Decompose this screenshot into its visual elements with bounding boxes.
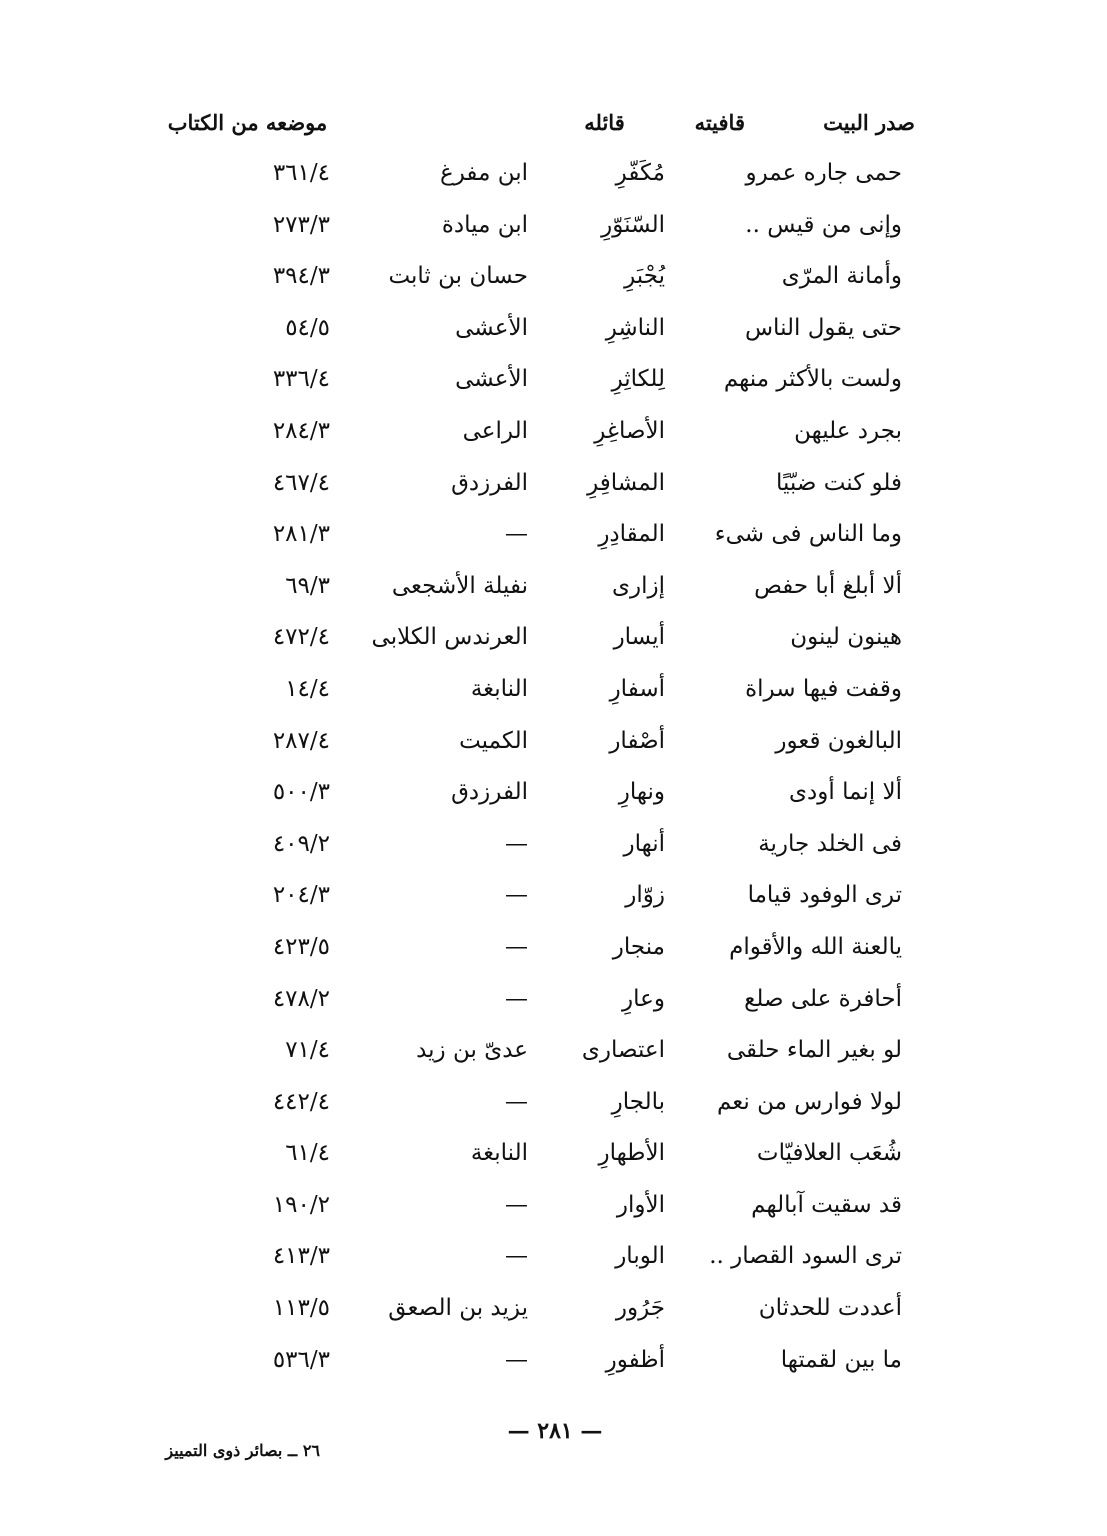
verse-start-cell: أعددت للحدثان	[758, 1295, 902, 1322]
rhyme-cell: الوبار	[615, 1243, 665, 1270]
location-cell: ٤٧٢/٤	[272, 624, 330, 651]
poet-cell: الأعشى	[455, 314, 528, 341]
table-header	[150, 110, 920, 144]
table-row	[150, 1287, 920, 1339]
location-cell: ٢٠٤/٣	[272, 882, 330, 909]
poet-cell: —	[505, 933, 528, 960]
location-cell: ١١٣/٥	[272, 1295, 330, 1322]
verse-start-cell: بجرد عليهن	[794, 417, 902, 444]
location-cell: ٣٩٤/٣	[272, 263, 330, 290]
verse-table-body	[150, 152, 920, 1390]
rhyme-cell: أظفورِ	[605, 1346, 665, 1373]
location-cell: ٧١/٤	[285, 1037, 330, 1064]
rhyme-cell: لِلكاثِرِ	[611, 366, 665, 393]
header-rhyme: قافيته	[694, 110, 745, 135]
location-cell: ٣٦١/٤	[272, 160, 330, 186]
table-row	[150, 152, 920, 204]
poet-cell: —	[505, 830, 528, 857]
verse-start-cell: أحافرة على صلع	[744, 985, 902, 1012]
poet-cell: العرندس الكلابى	[371, 624, 528, 651]
table-row	[150, 410, 920, 462]
verse-start-cell: يالعنة الله والأقوام	[729, 933, 902, 960]
verse-start-cell: فلو كنت ضبّيًا	[775, 469, 902, 496]
poet-cell: الأعشى	[455, 366, 528, 393]
location-cell: ٣٣٦/٤	[272, 366, 330, 393]
location-cell: ٦٩/٣	[285, 572, 330, 599]
verse-start-cell: ولست بالأكثر منهم	[723, 366, 902, 393]
verse-start-cell: حمى جاره عمرو	[745, 160, 902, 186]
rhyme-cell: يُجْبَرِ	[624, 263, 665, 290]
table-row	[150, 771, 920, 823]
rhyme-cell: وعارِ	[622, 985, 665, 1012]
verse-start-cell: وأمانة المرّى	[781, 263, 902, 290]
rhyme-cell: زوّار	[625, 882, 665, 909]
location-cell: ٥٣٦/٣	[272, 1346, 330, 1373]
poet-cell: —	[505, 1243, 528, 1270]
table-row	[150, 926, 920, 978]
rhyme-cell: المقادِرِ	[598, 521, 665, 548]
rhyme-cell: اعتصارى	[581, 1037, 665, 1064]
location-cell: ٤١٣/٣	[272, 1243, 330, 1270]
verse-start-cell: هينون لينون	[790, 624, 902, 651]
table-row	[150, 565, 920, 617]
table-row	[150, 204, 920, 256]
poet-cell: الراعى	[462, 417, 528, 444]
rhyme-cell: الأوار	[616, 1191, 665, 1218]
poet-cell: يزيد بن الصعق	[388, 1295, 528, 1322]
rhyme-cell: الأصاغِرِ	[594, 417, 665, 444]
rhyme-cell: منجار	[612, 933, 665, 960]
location-cell: ٤٦٧/٤	[272, 469, 330, 496]
table-row	[150, 1081, 920, 1133]
rhyme-cell: أسفارِ	[609, 675, 665, 702]
verse-start-cell: ألا أبلغ أبا حفص	[754, 572, 902, 599]
header-location: موضعه من الكتاب	[167, 110, 328, 135]
table-row	[150, 1029, 920, 1081]
poet-cell: —	[505, 1088, 528, 1115]
poet-cell: —	[505, 882, 528, 909]
footer-title: ٢٦ ــ بصائر ذوى التمييز	[165, 1441, 320, 1460]
rhyme-cell: مُكَفّرِ	[615, 160, 665, 186]
location-cell: ١٩٠/٢	[272, 1191, 330, 1218]
rhyme-cell: بالجارِ	[611, 1088, 665, 1115]
rhyme-cell: الأطهارِ	[598, 1140, 665, 1167]
poet-cell: النابغة	[470, 1140, 528, 1167]
location-cell: ٥٤/٥	[285, 314, 330, 341]
table-row	[150, 978, 920, 1030]
rhyme-cell: إزارى	[612, 572, 665, 599]
verse-start-cell: ألا إنما أودى	[789, 779, 902, 806]
table-row	[150, 823, 920, 875]
rhyme-cell: ونهارِ	[618, 779, 665, 806]
poet-cell: النابغة	[470, 675, 528, 702]
location-cell: ٢٨٤/٣	[272, 417, 330, 444]
verse-start-cell: ترى السود القصار ..	[709, 1243, 902, 1270]
poet-cell: —	[505, 1346, 528, 1373]
table-row	[150, 720, 920, 772]
page-number: — ٢٨١ —	[507, 1418, 603, 1444]
poet-cell: ابن ميادة	[441, 211, 528, 238]
location-cell: ٢٧٣/٣	[272, 211, 330, 238]
verse-start-cell: فى الخلد جارية	[758, 830, 902, 857]
poet-cell: —	[505, 521, 528, 548]
poet-cell: —	[505, 985, 528, 1012]
verse-start-cell: لو بغير الماء حلقى	[726, 1037, 902, 1064]
location-cell: ٦١/٤	[285, 1140, 330, 1167]
poet-cell: نفيلة الأشجعى	[391, 572, 528, 599]
poet-cell: حسان بن ثابت	[388, 263, 528, 290]
location-cell: ٤٢٣/٥	[272, 933, 330, 960]
table-row	[150, 513, 920, 565]
rhyme-cell: أنهار	[623, 830, 665, 857]
table-row	[150, 668, 920, 720]
verse-start-cell: وإنى من قيس ..	[745, 211, 902, 238]
verse-start-cell: لولا فوارس من نعم	[716, 1088, 902, 1115]
rhyme-cell: جَرُور	[615, 1295, 665, 1322]
rhyme-cell: الناشِرِ	[605, 314, 665, 341]
verse-start-cell: وقفت فيها سراة	[745, 675, 902, 702]
header-poet: قائله	[584, 110, 625, 135]
table-row	[150, 307, 920, 359]
table-row	[150, 874, 920, 926]
poet-cell: عدىّ بن زيد	[416, 1037, 528, 1064]
rhyme-cell: أصْفار	[609, 727, 665, 754]
poet-cell: الكميت	[459, 727, 528, 754]
table-row	[150, 462, 920, 514]
location-cell: ٤٤٢/٤	[272, 1088, 330, 1115]
location-cell: ٤٠٩/٢	[272, 830, 330, 857]
poet-cell: الفرزدق	[451, 469, 528, 496]
poet-cell: ابن مفرغ	[440, 160, 528, 186]
table-row	[150, 255, 920, 307]
poet-cell: —	[505, 1191, 528, 1218]
location-cell: ٥٠٠/٣	[272, 779, 330, 806]
verse-start-cell: شُعَب العلافيّات	[756, 1140, 902, 1167]
table-row	[150, 1132, 920, 1184]
table-row	[150, 1339, 920, 1391]
rhyme-cell: أيسار	[613, 624, 665, 651]
location-cell: ٤٧٨/٢	[272, 985, 330, 1012]
location-cell: ٢٨٧/٤	[272, 727, 330, 754]
location-cell: ٢٨١/٣	[272, 521, 330, 548]
verse-start-cell: البالغون قعور	[775, 727, 902, 754]
rhyme-cell: المشافِرِ	[587, 469, 665, 496]
header-verse-start: صدر البيت	[823, 110, 915, 135]
verse-start-cell: حتى يقول الناس	[744, 314, 902, 341]
table-row	[150, 1184, 920, 1236]
verse-start-cell: وما الناس فى شىء	[714, 521, 902, 548]
verse-start-cell: ما بين لقمتها	[780, 1346, 902, 1373]
verse-start-cell: قد سقيت آبالهم	[751, 1191, 902, 1218]
table-row	[150, 358, 920, 410]
poet-cell: الفرزدق	[451, 779, 528, 806]
location-cell: ١٤/٤	[285, 675, 330, 702]
rhyme-cell: السّنَوّرِ	[601, 211, 665, 238]
table-row	[150, 1235, 920, 1287]
verse-start-cell: ترى الوفود قياما	[747, 882, 902, 909]
table-row	[150, 616, 920, 668]
